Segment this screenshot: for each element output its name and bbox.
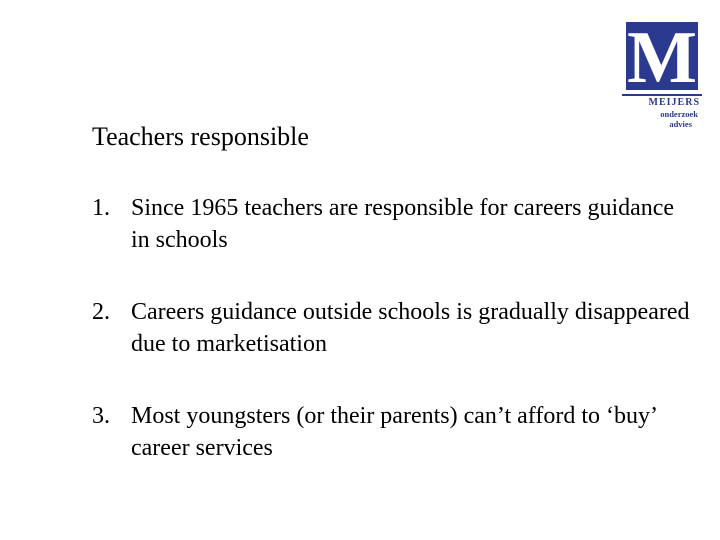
logo-letter: M xyxy=(627,22,697,90)
list-item-number: 2. xyxy=(92,299,110,325)
meijers-logo xyxy=(622,22,702,129)
logo-subtitle-2: advies xyxy=(669,119,692,129)
logo-m-mark xyxy=(626,22,698,90)
list-item-text: Careers guidance outside schools is gradually disappeared due to marketisation xyxy=(131,299,690,357)
logo-rule xyxy=(622,94,702,96)
logo-m-glyph xyxy=(626,22,698,90)
list-item xyxy=(92,296,692,360)
list-item xyxy=(92,192,692,256)
logo-subtitle-1: onderzoek xyxy=(660,109,698,119)
slide-title: Teachers responsible xyxy=(92,122,309,151)
list-item-text: Most youngsters (or their parents) can’t afford to ‘buy’ career services xyxy=(131,403,657,461)
list-item-number: 1. xyxy=(92,195,110,221)
list-item xyxy=(92,400,692,464)
numbered-list xyxy=(92,192,692,504)
list-item-text: Since 1965 teachers are responsible for careers guidance in schools xyxy=(131,195,675,253)
logo-name: MEIJERS xyxy=(648,97,700,108)
list-item-number: 3. xyxy=(92,403,110,429)
